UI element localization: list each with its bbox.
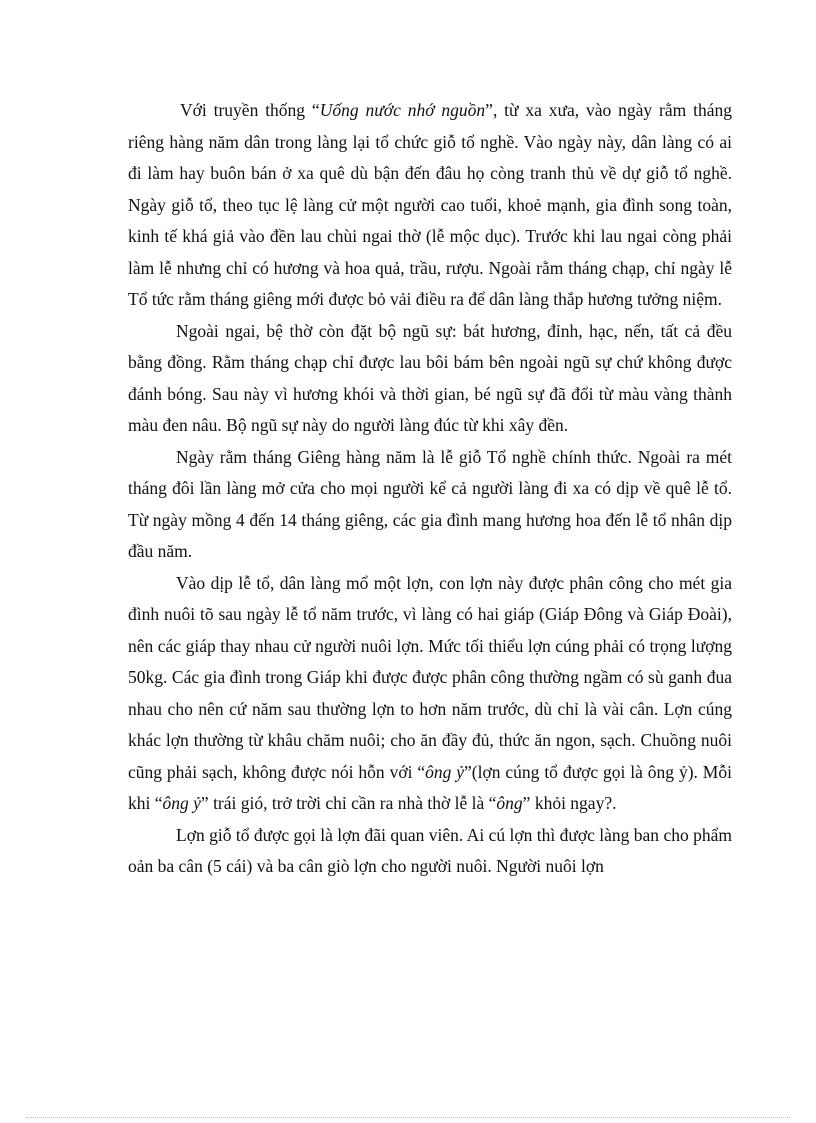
text-segment: Vào dịp lễ tổ, dân làng mổ một lợn, con lợn này được phân công cho mét gia đình nuôi tõ sau ngày lễ tổ năm trước, vì làng có hai giáp (Giáp Đông và Giáp Đoài), nên các giáp thay nhau cử người nuôi lợn. Mức tối thiểu lợn cúng phải có trọng lượng 50kg. Các gia đình trong Giáp khi được được phân công thường ngầm có sù ganh đua nhau cho nên cứ năm sau thường lợn to hơn năm trước, dù chỉ là vài cân. Lợn cúng khác lợn thường từ khâu chăm nuôi; cho ăn đầy đủ, thức ăn ngon, sạch. Chuồng nuôi cũng phải sạch, không được nói hỗn với “: [128, 572, 732, 782]
text-segment: Ngày rằm tháng Giêng hàng năm là lễ giỗ Tổ nghề chính thức. Ngoài ra mét tháng đôi lần làng mở cửa cho mọi người kể cả người làng đi xa có dịp về quê lễ tổ. Từ ngày mồng 4 đến 14 tháng giêng, các gia đình mang hương hoa đến lễ tổ nhân dịp đầu năm.: [128, 446, 732, 561]
text-segment: Với truyền thống “: [180, 100, 320, 120]
italic-term: ông ỷ: [162, 793, 201, 813]
italic-quote: Uống nước nhớ nguồn: [319, 100, 486, 120]
document-body: [128, 95, 732, 883]
text-segment: ” trái gió, trở trời chỉ cần ra nhà thờ lễ là “: [200, 793, 497, 813]
italic-term: ông: [496, 793, 523, 813]
text-segment: Ngoài ngai, bệ thờ còn đặt bộ ngũ sự: bát hương, đỉnh, hạc, nến, tất cả đều bằng đồng. Rằm tháng chạp chỉ được lau bôi bám bên ngoài ngũ sự chứ không được đánh bóng. Sau này vì hương khói và thời gian, bé ngũ sự đã đổi từ màu vàng thành màu đen nâu. Bộ ngũ sự này do người làng đúc từ khi xây đền.: [128, 320, 732, 435]
text-segment: Lợn giỗ tổ được gọi là lợn đãi quan viên. Ai cú lợn thì được làng ban cho phẩm oản ba cân (5 cái) và ba cân giò lợn cho người nuôi. Người nuôi lợn: [128, 824, 732, 876]
paragraph-2: [128, 316, 732, 442]
paragraph-3: [128, 442, 732, 568]
paragraph-4: [128, 568, 732, 820]
text-segment: ”, từ xa xưa, vào ngày rằm tháng riêng hàng năm dân trong làng lại tổ chức giỗ tổ nghề. Vào ngày này, dân làng có ai đi làm hay buôn bán ở xa quê dù bận đến đâu họ còng tranh thủ về dự giỗ tổ nghề. Ngày giỗ tổ, theo tục lệ làng cử một người cao tuổi, khoẻ mạnh, gia đình song toàn, kinh tế khá giả vào đền lau chùi ngai thờ (lễ mộc dục). Trước khi lau ngai còng phải làm lễ nhưng chỉ có hương và hoa quả, trầu, rượu. Ngoài rằm tháng chạp, chỉ ngày lễ Tổ tức rằm tháng giêng mới được bỏ vải điều ra để dân làng thắp hương tưởng niệm.: [128, 100, 732, 309]
text-segment: ” khỏi ngay?.: [522, 793, 617, 813]
page-bottom-border: [26, 1117, 790, 1118]
text-segment: ”(lợn cúng tổ được gọi là ông ỷ). Mỗi khi “: [128, 761, 732, 813]
italic-term: ông ỷ: [425, 761, 465, 782]
paragraph-1: [128, 95, 732, 316]
paragraph-5: [128, 820, 732, 883]
